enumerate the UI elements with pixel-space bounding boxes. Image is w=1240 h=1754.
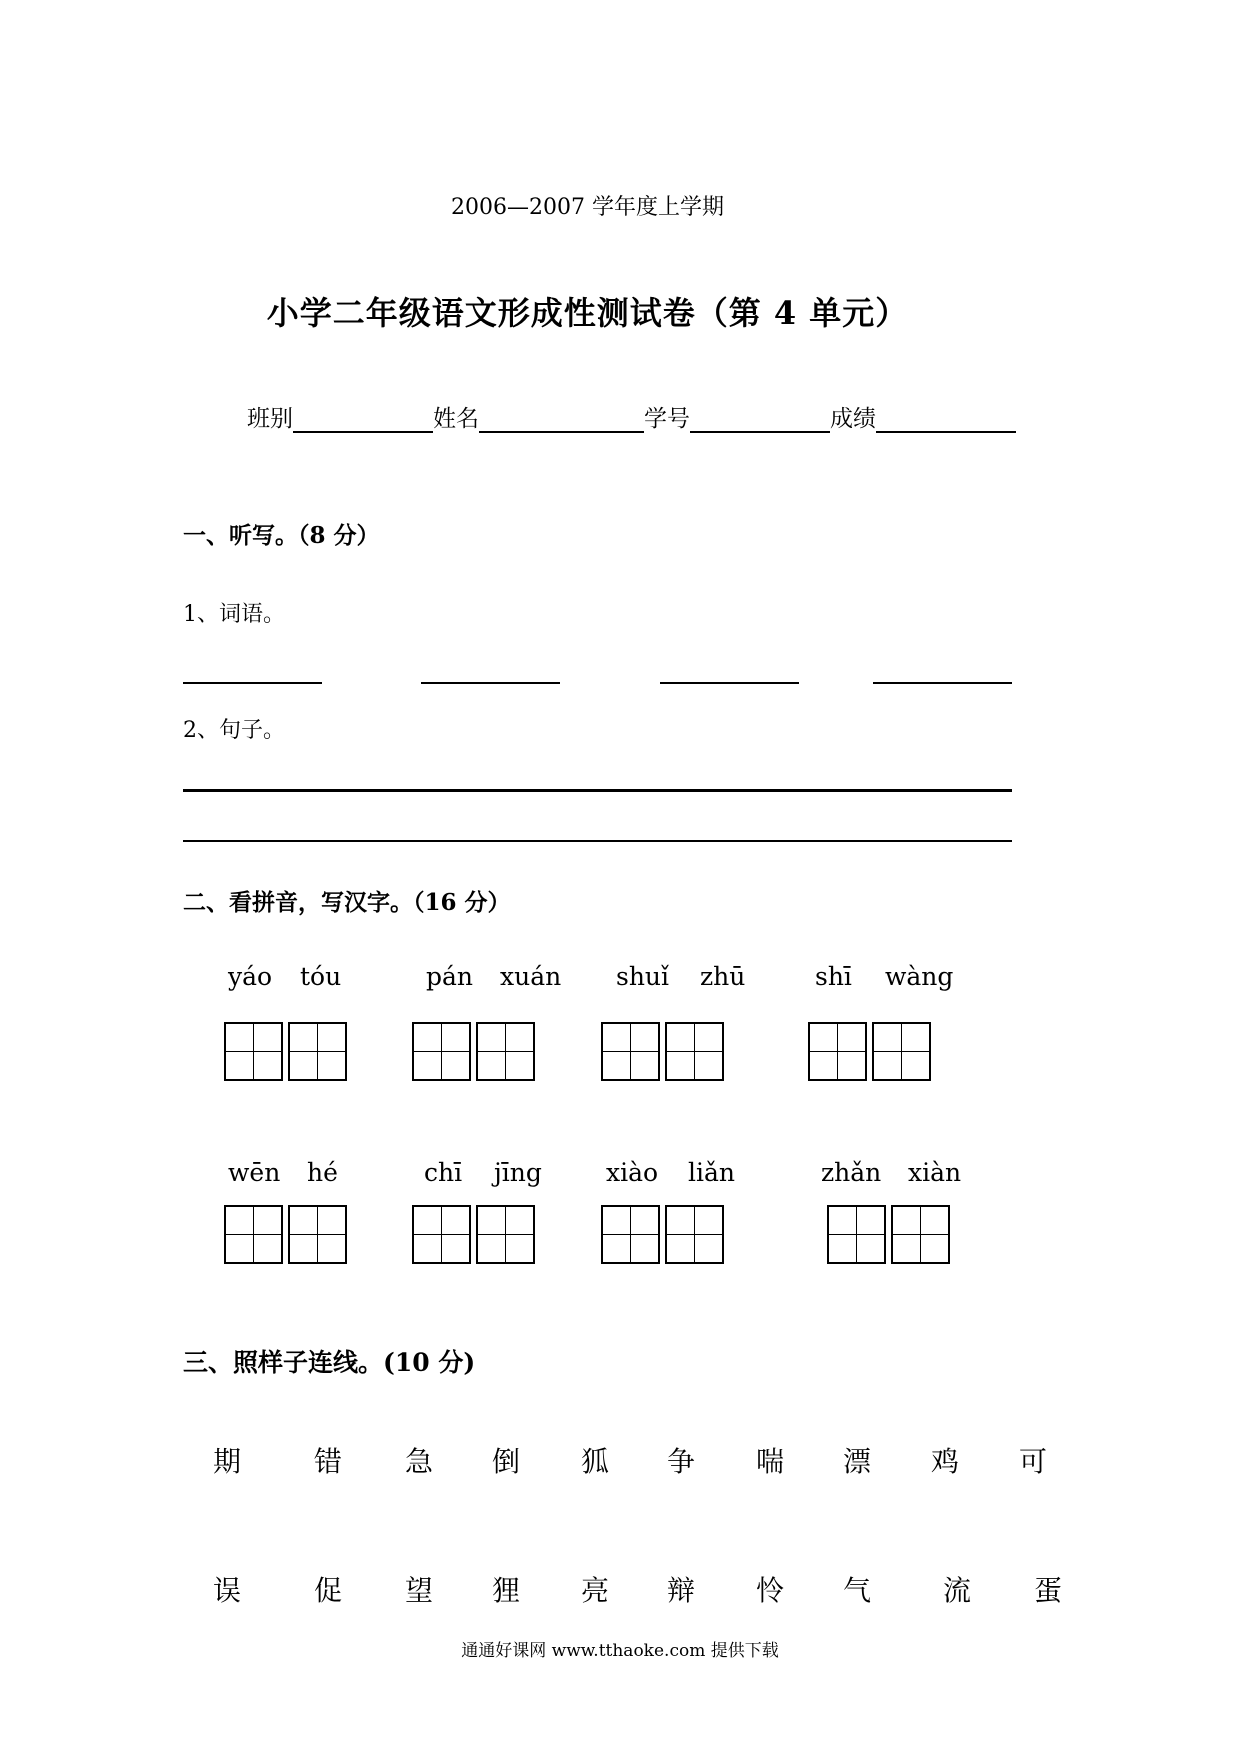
tian-grid[interactable] xyxy=(808,1022,867,1081)
tian-grid[interactable] xyxy=(288,1022,347,1081)
match-char-top[interactable]: 狐 xyxy=(581,1445,610,1478)
tian-grid[interactable] xyxy=(224,1022,283,1081)
tian-grid[interactable] xyxy=(601,1205,660,1264)
section3-heading: 三、照样子连线。(10 分) xyxy=(183,1348,476,1377)
pinyin: jīng xyxy=(494,1158,542,1187)
match-char-bottom[interactable]: 亮 xyxy=(581,1574,610,1607)
match-char-top[interactable]: 倒 xyxy=(492,1445,521,1478)
section1-q2: 2、句子。 xyxy=(183,718,285,743)
score-field[interactable] xyxy=(876,405,1016,433)
pinyin: zhǎn xyxy=(821,1158,882,1187)
pinyin: xiàn xyxy=(908,1158,962,1187)
sentence-line-2[interactable] xyxy=(183,840,1012,842)
student-info-row xyxy=(247,400,1016,433)
pinyin: wēn xyxy=(228,1158,281,1187)
class-label: 班别 xyxy=(247,406,293,432)
tian-grid[interactable] xyxy=(827,1205,886,1264)
section1-heading: 一、听写。（8 分） xyxy=(183,522,380,549)
pinyin: xuán xyxy=(500,962,562,991)
tian-grid[interactable] xyxy=(224,1205,283,1264)
exam-title: 小学二年级语文形成性测试卷（第 4 单元） xyxy=(266,294,909,332)
section2-heading: 二、看拼音，写汉字。（16 分） xyxy=(183,889,511,916)
match-char-top[interactable]: 期 xyxy=(213,1445,242,1478)
word-blank-3[interactable] xyxy=(660,682,799,684)
name-label: 姓名 xyxy=(433,406,479,432)
match-char-bottom[interactable]: 狸 xyxy=(492,1574,521,1607)
pinyin: zhū xyxy=(700,962,746,991)
match-char-bottom[interactable]: 气 xyxy=(843,1574,872,1607)
tian-grid[interactable] xyxy=(665,1205,724,1264)
tian-grid[interactable] xyxy=(665,1022,724,1081)
match-char-top[interactable]: 争 xyxy=(667,1445,696,1478)
pinyin: wàng xyxy=(885,962,954,991)
class-field[interactable] xyxy=(293,405,433,433)
tian-grid[interactable] xyxy=(872,1022,931,1081)
sentence-line-1[interactable] xyxy=(183,789,1012,792)
match-char-top[interactable]: 喘 xyxy=(756,1445,785,1478)
match-char-top[interactable]: 鸡 xyxy=(931,1445,960,1478)
match-char-bottom[interactable]: 流 xyxy=(943,1574,972,1607)
match-char-bottom[interactable]: 望 xyxy=(405,1574,434,1607)
tian-grid[interactable] xyxy=(891,1205,950,1264)
word-blank-2[interactable] xyxy=(421,682,560,684)
tian-grid[interactable] xyxy=(476,1205,535,1264)
student-no-field[interactable] xyxy=(690,405,830,433)
tian-grid[interactable] xyxy=(288,1205,347,1264)
pinyin: shuǐ xyxy=(616,962,670,991)
semester-line: 2006—2007 学年度上学期 xyxy=(451,195,724,220)
match-char-bottom[interactable]: 辩 xyxy=(667,1574,696,1607)
student-no-label: 学号 xyxy=(644,406,690,432)
footer-source: 通通好课网 www.tthaoke.com 提供下载 xyxy=(461,1641,779,1661)
match-char-bottom[interactable]: 促 xyxy=(314,1574,343,1607)
tian-grid[interactable] xyxy=(476,1022,535,1081)
match-char-bottom[interactable]: 蛋 xyxy=(1034,1574,1063,1607)
match-char-bottom[interactable]: 怜 xyxy=(756,1574,785,1607)
word-blank-1[interactable] xyxy=(183,682,322,684)
pinyin: tóu xyxy=(300,962,342,991)
score-label: 成绩 xyxy=(830,406,876,432)
match-char-top[interactable]: 急 xyxy=(405,1445,434,1478)
tian-grid[interactable] xyxy=(412,1022,471,1081)
section1-q1: 1、词语。 xyxy=(183,602,285,627)
pinyin: shī xyxy=(815,962,852,991)
match-char-top[interactable]: 可 xyxy=(1019,1445,1048,1478)
word-blank-4[interactable] xyxy=(873,682,1012,684)
pinyin: pán xyxy=(426,962,474,991)
pinyin: chī xyxy=(424,1158,463,1187)
match-char-top[interactable]: 错 xyxy=(314,1445,343,1478)
match-char-bottom[interactable]: 误 xyxy=(213,1574,242,1607)
pinyin: xiào xyxy=(606,1158,659,1187)
name-field[interactable] xyxy=(479,405,644,433)
pinyin: liǎn xyxy=(688,1158,735,1187)
tian-grid[interactable] xyxy=(412,1205,471,1264)
match-char-top[interactable]: 漂 xyxy=(843,1445,872,1478)
tian-grid[interactable] xyxy=(601,1022,660,1081)
pinyin: hé xyxy=(307,1158,338,1187)
pinyin: yáo xyxy=(228,962,273,991)
